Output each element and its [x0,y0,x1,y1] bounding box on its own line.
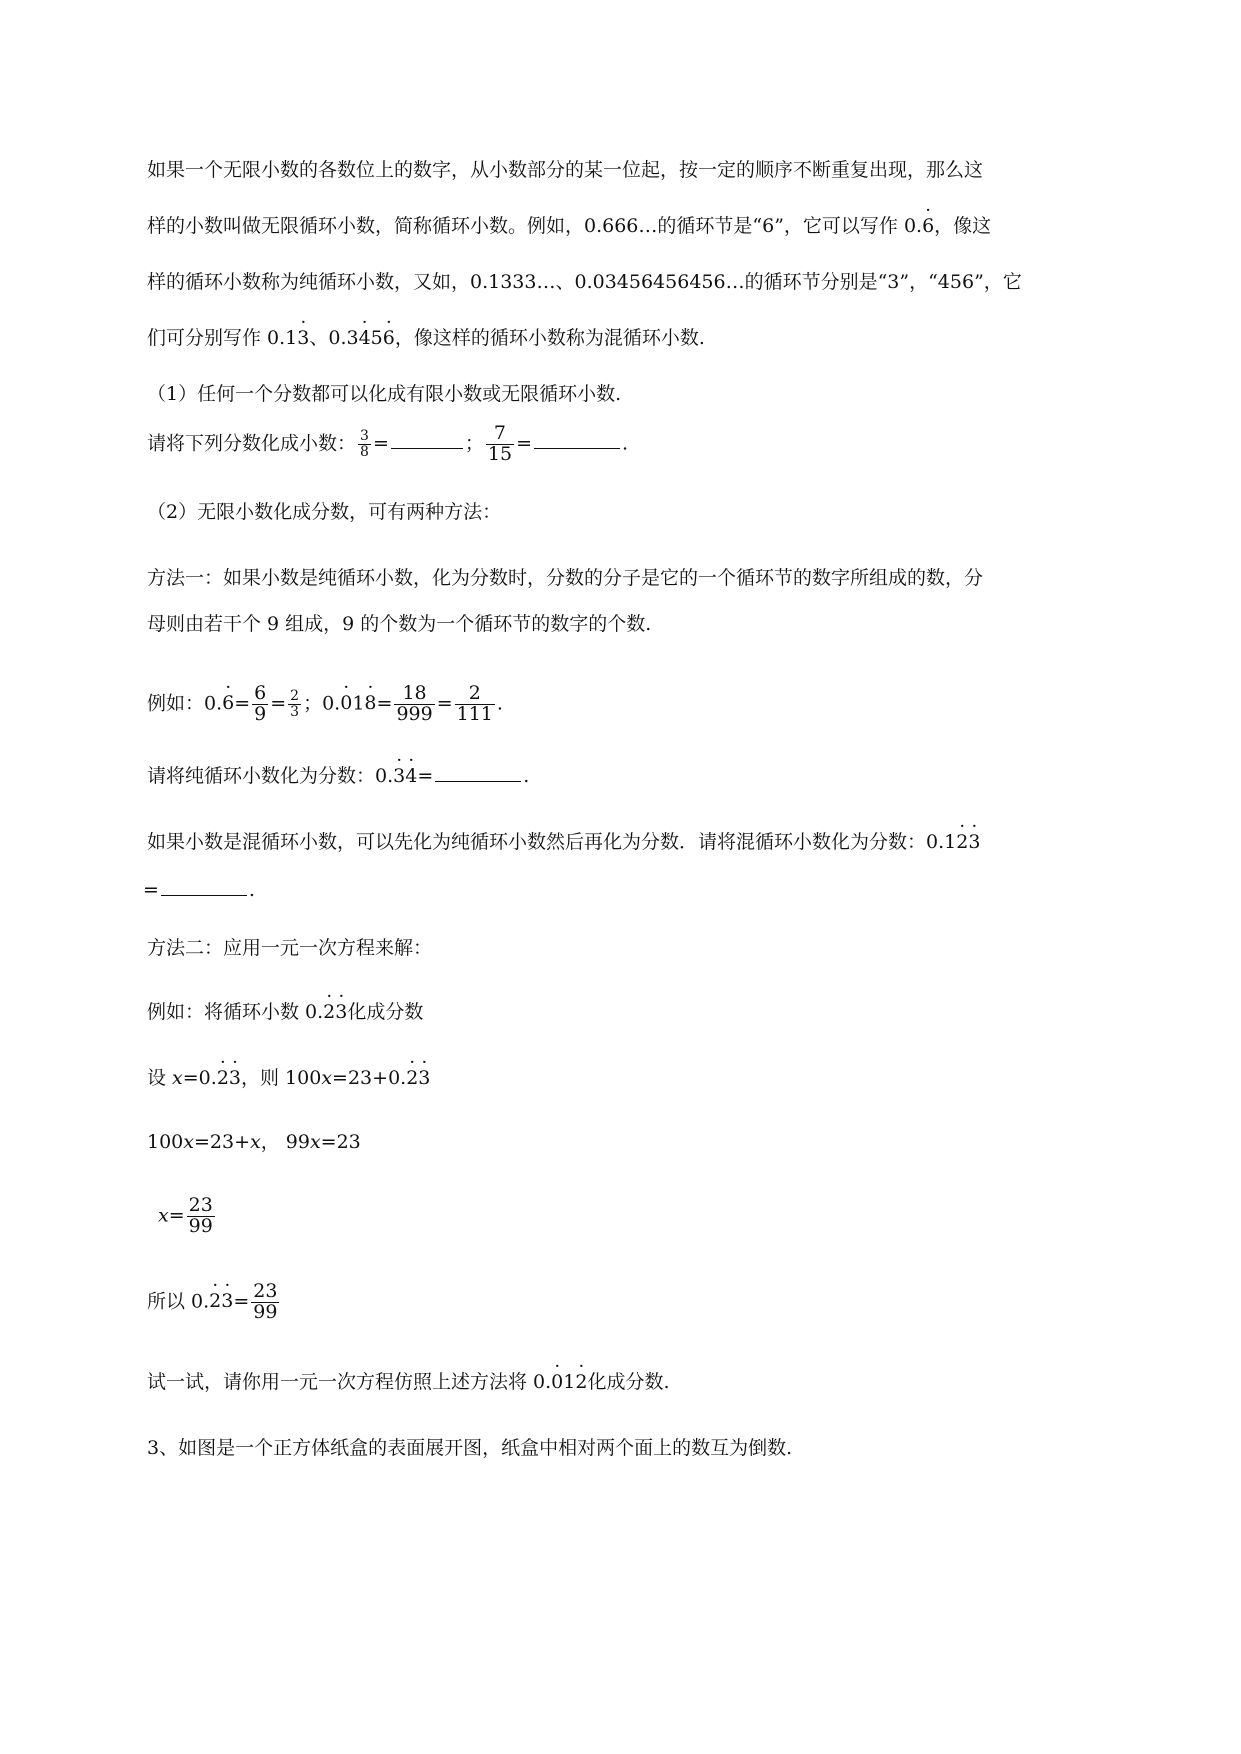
fraction [252,684,268,725]
period: . [248,879,255,901]
example-label: 例如：0. [147,692,223,715]
digit: 1 [352,692,365,715]
intro-line-4-text: 们可分别写作 0.1 [147,327,298,349]
variable-x: x [172,1067,183,1089]
step-text: =23 [320,1131,361,1153]
numerator: 7 [486,424,514,445]
fraction [187,1196,215,1237]
repeating-digit: · 6 [383,326,395,350]
answer-blank[interactable] [534,447,620,449]
intro-line-4-tail: ，像这样的循环小数称为混循环小数. [394,327,705,349]
step-text: 100 [147,1131,184,1153]
method1-line-1: 方法一：如果小数是纯循环小数，化为分数时，分数的分子是它的一个循环节的数字所组成的数，分 [147,567,984,589]
denominator: 99 [188,1214,213,1237]
step-text: ， 99 [260,1131,310,1153]
equals-sign: = [376,692,393,715]
step-text: =23+ [193,1131,251,1153]
repeating-digit: · 4 [405,764,417,788]
example-tail: 化成分数 [347,1001,424,1023]
numerator: 2 [290,688,300,705]
variable-x: x [321,1067,333,1089]
repeating-digit: · 2 [209,1289,221,1313]
equals-sign: = [143,879,159,901]
repeating-digit: · 3 [297,326,309,350]
question-3: 3、如图是一个正方体纸盒的表面展开图，纸盒中相对两个面上的数互为倒数. [147,1437,793,1459]
numerator: 3 [360,428,369,445]
step-text: =0. [182,1067,217,1089]
repeating-digit: · 3 [335,1000,347,1024]
denominator: 9 [254,702,267,725]
answer-blank[interactable] [391,447,463,449]
numerator: 6 [254,682,267,704]
method2-conclusion [147,1282,281,1323]
repeating-digit: · 2 [956,830,968,854]
part1-prompt-line [147,424,628,465]
denominator: 111 [456,702,493,725]
step-text: 设 [147,1067,173,1089]
method2-step-2 [147,1130,361,1154]
repeating-digit: · 3 [221,1289,233,1313]
intro-line-2 [147,214,991,238]
pure-repeating-question [147,764,529,788]
repeating-digit: · 6 [922,214,934,238]
denominator: 999 [396,702,433,725]
digit: 1 [563,1371,576,1393]
equals-sign: = [417,765,434,787]
method2-title: 方法二：应用一元一次方程来解： [147,937,433,959]
repeating-digit: · 6 [222,691,234,715]
fraction [251,1282,279,1323]
period: . [496,692,503,715]
denominator: 8 [360,443,369,460]
intro-line-4-sep: 、0.3 [309,327,359,349]
equals-sign: = [436,692,453,715]
method1-line-2: 母则由若干个 9 组成，9 的个数为一个循环节的数字的个数. [147,613,652,635]
fraction-7-15 [486,424,514,465]
repeating-digit: · 3 [418,1066,430,1090]
repeating-digit: · 2 [406,1066,418,1090]
equals-sign: = [168,1204,185,1227]
answer-blank[interactable] [161,894,247,896]
equals-sign: = [516,432,532,455]
part1-prompt: 请将下列分数化成小数： [147,432,357,455]
method2-step-1 [147,1066,430,1090]
repeating-digit: · 0 [551,1370,563,1394]
part2-label: （2）无限小数化成分数，可有两种方法： [147,501,502,523]
digit: 5 [370,327,383,349]
denominator: 3 [290,703,300,720]
intro-line-1: 如果一个无限小数的各数位上的数字，从小数部分的某一位起，按一定的顺序不断重复出现，那么这 [147,159,984,181]
try-text: 试一试，请你用一元一次方程仿照上述方法将 0. [147,1371,552,1393]
fraction [394,684,434,725]
equals-sign: = [233,1290,250,1313]
equals-sign: = [270,692,287,715]
repeating-digit: · 2 [575,1370,587,1394]
example-text: 例如：将循环小数 0. [147,1001,324,1023]
step-text: =23+0. [332,1067,407,1089]
question-text: 请将纯循环小数化为分数：0. [147,765,394,787]
intro-line-2-text: 样的小数叫做无限循环小数，简称循环小数。例如，0.666…的循环节是“6”，它可以写作 0. [147,215,923,237]
repeating-digit: · 3 [229,1066,241,1090]
repeating-digit: · 3 [968,830,980,854]
denominator: 99 [253,1300,278,1323]
variable-x: x [158,1204,169,1227]
equals-sign: = [234,692,251,715]
repeating-digit: · 3 [393,764,405,788]
numerator: 23 [188,1194,213,1216]
numerator: 18 [394,684,434,705]
answer-blank[interactable] [435,780,521,782]
part1-label: （1）任何一个分数都可以化成有限小数或无限循环小数. [147,383,622,405]
fraction-3-8 [358,429,371,459]
separator: ；0. [303,692,341,715]
repeating-digit: · 4 [359,326,371,350]
mixed-repeating-question [147,830,980,854]
try-tail: 化成分数. [587,1371,670,1393]
equals-sign: = [372,432,389,455]
method2-example [147,1000,423,1024]
variable-x: x [309,1131,321,1153]
method1-example [147,684,503,725]
question-text: 如果小数是混循环小数，可以先化为纯循环小数然后再化为分数．请将混循环小数化为分数：0.1 [147,831,957,853]
numerator: 23 [253,1280,278,1302]
repeating-digit: · 8 [364,691,376,715]
intro-line-2-tail: ，像这 [934,215,992,237]
repeating-digit: · 2 [217,1066,229,1090]
intro-line-3: 样的循环小数称为纯循环小数，又如，0.1333…、0.03456456456…的循环节分别是“3”，“456”，它 [147,271,1022,293]
separator: ； [464,432,484,455]
variable-x: x [250,1131,261,1153]
try-it-line [147,1370,670,1394]
fraction [288,689,301,719]
variable-x: x [183,1131,194,1153]
period: . [621,432,629,455]
repeating-digit: · 2 [323,1000,335,1024]
fraction [455,684,495,725]
numerator: 2 [455,684,495,705]
mixed-repeating-answer [143,878,255,902]
period: . [523,765,530,787]
intro-line-4 [147,326,705,350]
step-text: ，则 100 [241,1067,322,1089]
denominator: 15 [487,442,513,465]
conclusion-text: 所以 0. [147,1290,210,1313]
repeating-digit: · 0 [340,691,352,715]
method2-step-3 [158,1196,217,1237]
